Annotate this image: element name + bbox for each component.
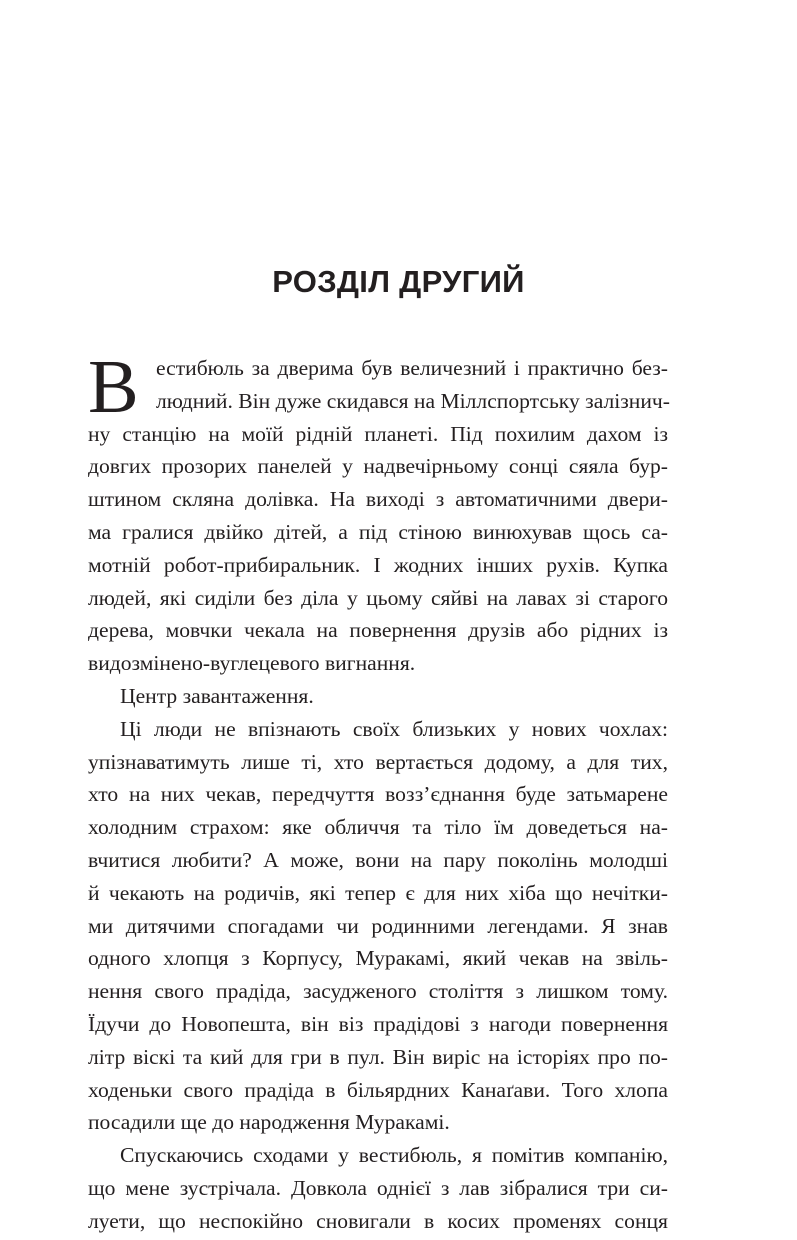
text-line: Спускаючись сходами у вестибюль, я помітив компанію, — [120, 1143, 668, 1168]
text-line: людей, які сиділи без діла у цьому сяйві на лавах зі старого — [88, 585, 668, 610]
paragraph — [88, 713, 668, 1139]
text-line: людний. Він дуже скидався на Міллспортську залізнич- — [156, 388, 670, 413]
text-line: упізнаватимуть лише ті, хто вертається додому, а для тих, — [88, 749, 668, 774]
text-line: літр віскі та кий для гри в пул. Він виріс на історіях про по- — [88, 1044, 668, 1069]
text-line: Їдучи до Новопешта, він віз прадідові з нагоди повернення — [88, 1011, 668, 1036]
text-line: Ці люди не впізнають своїх близьких у нових чохлах: — [120, 716, 668, 741]
text-line: мотній робот-прибиральник. І жодних інших рухів. Купка — [88, 552, 668, 577]
text-line: нення свого прадіда, засудженого століття з лишком тому. — [88, 979, 668, 1004]
text-line: посадили ще до народження Муракамі. — [88, 1110, 450, 1135]
drop-cap: В — [88, 345, 139, 429]
text-line: Центр завантаження. — [120, 683, 314, 708]
chapter-title: РОЗДІЛ ДРУГИЙ — [272, 264, 525, 299]
text-line: холодним страхом: яке обличчя та тіло їм доведеться на- — [88, 815, 668, 840]
text-line: й чекають на родичів, які тепер є для них хіба що нечітки- — [88, 880, 668, 905]
text-line: що мене зустрічала. Довкола однієї з лав зібралися три си- — [88, 1175, 668, 1200]
paragraph — [88, 1139, 668, 1237]
text-line: штином скляна долівка. На виході з автоматичними двери- — [88, 487, 668, 512]
text-line: ми дитячими спогадами чи родинними легендами. Я знав — [88, 913, 668, 938]
text-line: хто на них чекав, передчуття возз’єднання буде затьмарене — [88, 782, 668, 807]
text-line: дерева, мовчки чекала на повернення друзів або рідних із — [88, 618, 668, 643]
paragraph — [88, 680, 668, 713]
text-line: видозмінено-вуглецевого вигнання. — [88, 651, 416, 676]
body-text — [88, 345, 670, 1238]
text-line: луети, що неспокійно сновигали в косих променях сонця — [88, 1208, 668, 1233]
text-line: одного хлопця з Корпусу, Муракамі, який чекав на звіль- — [88, 946, 668, 971]
text-line: естибюль за дверима був величезний і практично без- — [156, 356, 668, 380]
text-line: ходеньки свого прадіда в більярдних Канаґави. Того хлопа — [88, 1077, 668, 1102]
paragraph — [88, 345, 670, 680]
text-line: ма гралися двійко дітей, а під стіною винюхував щось са- — [88, 519, 668, 544]
text-line: довгих прозорих панелей у надвечірньому сонці сяяла бур- — [88, 454, 668, 479]
text-line: вчитися любити? А може, вони на пару поколінь молодші — [88, 847, 668, 872]
text-line: ну станцію на моїй рідній планеті. Під похилим дахом із — [88, 421, 668, 446]
